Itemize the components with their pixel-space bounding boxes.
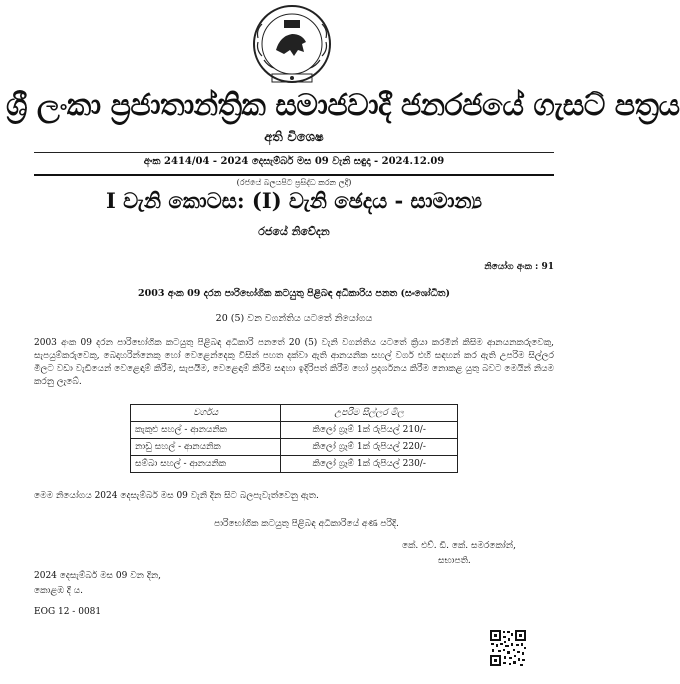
signatory-name: කේ. එච්. ඩී. කේ. සමරකෝන්, [402,541,516,551]
eog-code: EOG 12 - 0081 [34,607,102,617]
gov-notifications-heading: රජයේ නිවේදන [258,225,330,238]
act-title: 2003 අංක 09 දරන පාරිභෝගික කටයුතු පිළිබඳ අධිකාරිය පනත (සංශෝධිත) [138,288,450,299]
table-row [131,422,458,439]
rice-type: සම්බා සහල් - ආනයනික [131,456,281,473]
regulation-number: නියෝග අංක : 91 [484,262,554,272]
max-retail-price: කිලෝ ග්‍රෑම් 1ක් රුපියල් 220/- [281,439,458,456]
signatory-designation: සභාපති. [438,556,471,566]
published-by-authority: (රජයේ බලයපිට ප්‍රසිද්ධ කරන ලදී) [236,178,352,187]
rice-type: නාඩු සහල් - ආනයනික [131,439,281,456]
part-heading: I වැනි කොටස: (I) වැනි ඡෙදය - සාමාන්‍ය [105,188,483,213]
table-row [131,439,458,456]
gazette-title: ශ්‍රී ලංකා ප්‍රජාතාන්ත්‍රික සමාජවාදී ජනරජයේ ගැසට් පත්‍රය [6,88,680,123]
header-rule-bottom [34,174,554,176]
column-header-price: උපරිම සිල්ලර මිල [281,405,458,422]
body-paragraph: 2003 අංක 09 දරන පාරිභෝගික කටයුතු පිළිබඳ අධිකාරි පනතේ 20 (5) වැනි වගන්තිය යටතේ ක්‍රියා කරමින් කිසිම ආනයනකරුවෙකු, සැපයුම්කරුවෙකු, බෙදාහරින්නෙකු හෝ වෙළෙන්දෙකු විසින් පහත දක්වා ඇති ආනයනික සහල් වර්ග එහි සඳහන් කර ඇති උපරිම සිල්ලර මිලට වඩා වැඩියෙන් වෙළෙඳාම් කිරීම, සැපයීම, වෙළෙඳාම් කිරීම සඳහා ඉදිරිපත් කිරීම හෝ ප්‍රදර්ශනය කිරීම නොකළ යුතු බවට මෙයින් නියම කරනු ලැබේ. [34,338,554,387]
issue-line: අංක 2414/04 - 2024 දෙසැම්බර් මස 09 වැනි සඳුදා - 2024.12.09 [143,156,445,167]
date-line: 2024 දෙසැම්බර් මස 09 වන දින, [34,571,161,581]
table-header-row [131,405,458,422]
section-subtitle: 20 (5) වන වගන්තිය යටතේ නියෝගය [215,313,373,324]
qr-code-icon [489,629,527,667]
effective-date-text: මෙම නියෝගය 2024 දෙසැම්බර් මස 09 වැනි දින සිට බලපැවැත්වෙනු ඇත. [34,491,319,501]
order-text: පාරිභෝගික කටයුතු පිළිබඳ අධිකාරියේ අණ පරිදි. [214,519,399,529]
table-row [131,456,458,473]
extraordinary-label: අති විශෙෂ [264,130,324,145]
place-line: කොළඹ දී ය. [34,586,83,596]
rice-type: කැකුළු සහල් - ආනයනික [131,422,281,439]
column-header-type: වර්ගය [131,405,281,422]
national-emblem-icon [244,2,340,88]
max-retail-price: කිලෝ ග්‍රෑම් 1ක් රුපියල් 210/- [281,422,458,439]
price-table [130,404,458,473]
header-rule-top [34,152,554,153]
max-retail-price: කිලෝ ග්‍රෑම් 1ක් රුපියල් 230/- [281,456,458,473]
